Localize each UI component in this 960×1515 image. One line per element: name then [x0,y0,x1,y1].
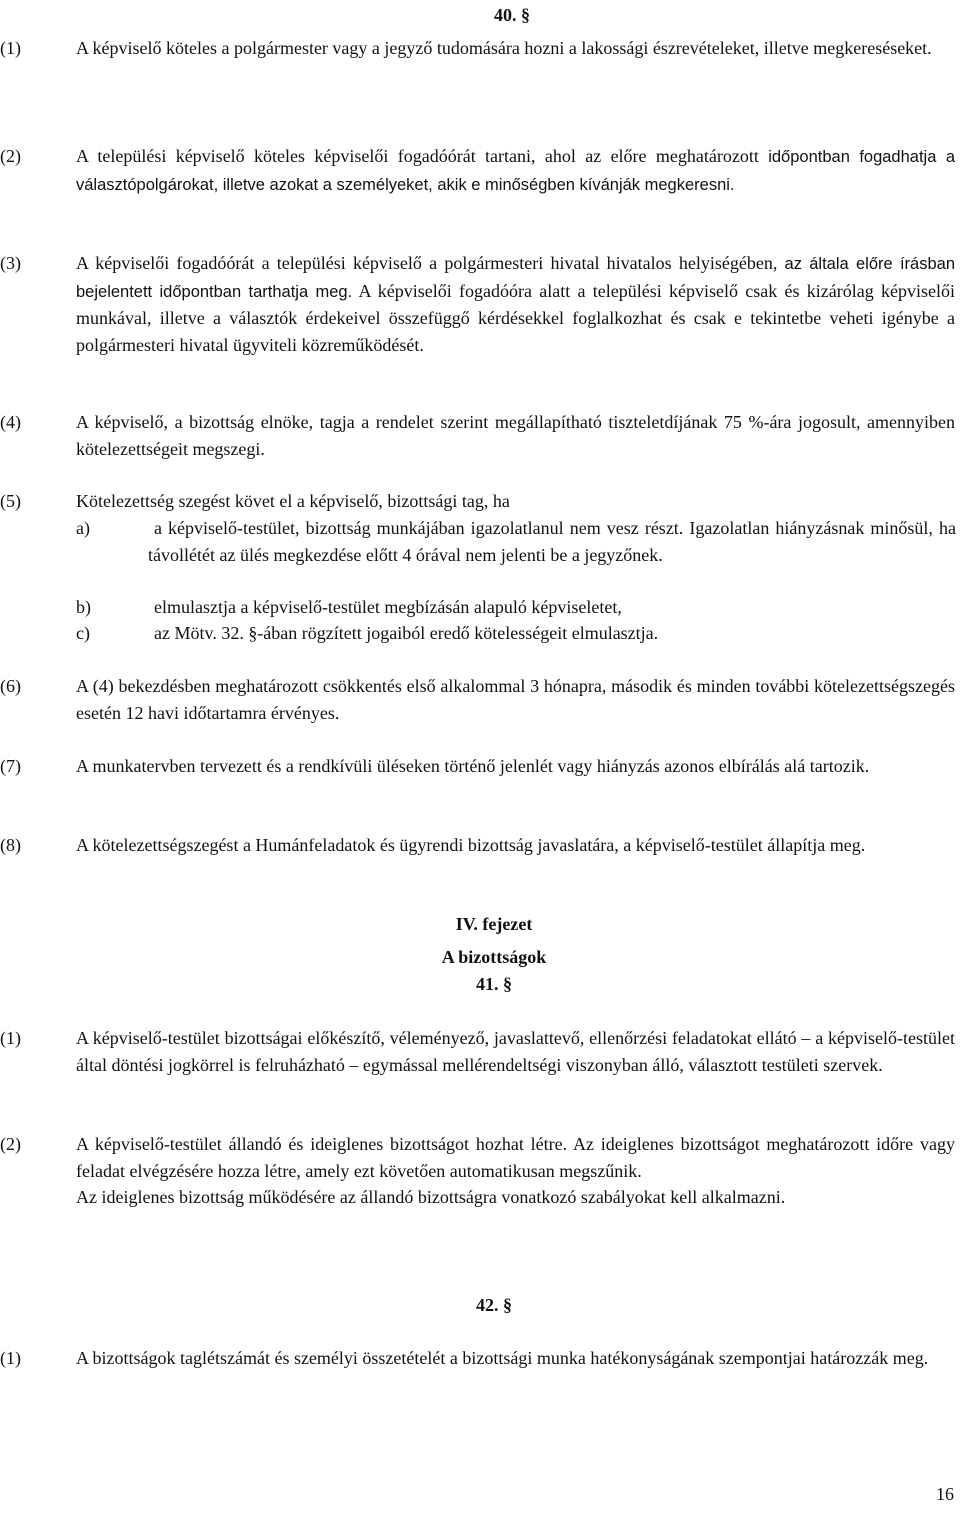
paragraph-number: (3) [0,253,21,273]
paragraph-text: A kötelezettségszegést a Humánfeladatok és ügyrendi bizottság javaslatára, a képviselő-testület állapítja meg. [76,835,866,855]
paragraph-number: (5) [0,491,21,511]
list-item-c [76,620,956,647]
paragraph-40-1 [0,35,955,62]
paragraph-number: (7) [0,756,21,776]
page-number: 16 [936,1484,954,1504]
paragraph-number: (1) [0,38,21,58]
paragraph-number: (4) [0,412,21,432]
paragraph-text: A munkatervben tervezett és a rendkívüli üléseken történő jelenlét vagy hiányzás azonos elbírálás alá tartozik. [76,756,870,776]
list-item-text: elmulasztja a képviselő-testület megbízásán alapuló képviseletet, [154,597,622,617]
paragraph-text [76,1131,955,1211]
paragraph-41-2 [0,1131,955,1211]
paragraph-text-part: Az ideiglenes bizottság működésére az állandó bizottságra vonatkozó szabályokat kell alkalmazni. [76,1187,786,1207]
paragraph-40-8 [0,832,955,859]
section-heading-41: 41. § [476,974,512,994]
list-item-text: az Mötv. 32. §-ában rögzített jogaiból eredő kötelességeit elmulasztja. [154,623,659,643]
paragraph-text-part: A települési képviselő köteles képviselői fogadóórát tartani, ahol az előre meghatározott [76,146,769,166]
paragraph-text-part: időpontban fogadhatja a választópolgárokat, illetve azokat a személyeket, akik e minőségben kívánják megkeresni. [76,148,956,194]
chapter-subtitle: A bizottságok [441,947,547,967]
paragraph-42-1 [0,1345,955,1372]
paragraph-text: A képviselő köteles a polgármester vagy a jegyző tudomására hozni a lakossági észrevételeket, illetve megkereséseket. [76,38,932,58]
paragraph-number: (6) [0,676,21,696]
list-item-label: c) [76,623,90,643]
paragraph-40-3 [0,250,955,358]
paragraph-text: A (4) bekezdésben meghatározott csökkentés első alkalommal 3 hónapra, második és minden további kötelezettségszegés esetén 12 havi időtartamra érvényes. [76,676,955,723]
paragraph-text-part: A képviselői fogadóóra alatt a települési képviselő csak és kizárólag képviselői munkával, illetve a választók érdekeivel összefüggő kérdésekkel foglalkozhat és csak e tekintetbe veheti igénybe a polgármesteri hivatal ügyviteli közreműködését. [76,280,956,355]
paragraph-text-part: A képviselő-testület állandó és ideiglenes bizottságot hozhat létre. Az ideiglenes bizottságot meghatározott időre vagy feladat elvégzésére hozza létre, amely ezt követően automatikusan megszűnik. [76,1134,955,1181]
list-item-label: a) [76,518,90,538]
paragraph-text-part: az általa előre írásban bejelentett időpontban tarthatja meg. [76,255,955,301]
paragraph-40-7 [0,753,955,780]
paragraph-text-part: A képviselői fogadóórát a települési képviselő a polgármesteri hivatal hivatalos helyiségében, [76,253,785,273]
chapter-title: IV. fejezet [455,914,533,934]
paragraph-number: (8) [0,835,21,855]
paragraph-number: (2) [0,1134,21,1154]
paragraph-40-4 [0,409,955,462]
paragraph-number: (1) [0,1348,21,1368]
paragraph-number: (2) [0,146,21,166]
paragraph-number: (1) [0,1028,21,1048]
paragraph-text: Kötelezettség szegést követ el a képviselő, bizottsági tag, ha [76,491,510,511]
list-item-text: a képviselő-testület, bizottság munkájában igazolatlanul nem vesz részt. Igazolatlan hiányzásnak minősül, ha távollétét az ülés megkezdése előtt 4 órával nem jelenti be a jegyzőnek. [148,518,956,565]
list-item-a [76,515,956,568]
paragraph-41-1 [0,1025,955,1078]
section-heading-40: 40. § [494,5,530,25]
paragraph-40-5 [0,488,955,515]
paragraph-text [76,143,955,198]
list-item-label: b) [76,597,91,617]
paragraph-text: A képviselő-testület bizottságai előkészítő, véleményező, javaslattevő, ellenőrzési feladatokat ellátó – a képviselő-testület által döntési jogkörrel is felruházható – egymással mellérendeltségi viszonyban álló, választott testületi szervek. [76,1028,955,1075]
list-item-b [76,594,956,621]
paragraph-text [76,250,955,358]
paragraph-text: A képviselő, a bizottság elnöke, tagja a rendelet szerint megállapítható tiszteletdíjának 75 %-ára jogosult, amennyiben kötelezettségeit megszegi. [76,412,955,459]
paragraph-40-2 [0,143,955,198]
paragraph-40-6 [0,673,955,726]
paragraph-text: A bizottságok taglétszámát és személyi összetételét a bizottsági munka hatékonyságának szempontjai határozzák meg. [76,1348,929,1368]
section-heading-42: 42. § [476,1295,512,1315]
